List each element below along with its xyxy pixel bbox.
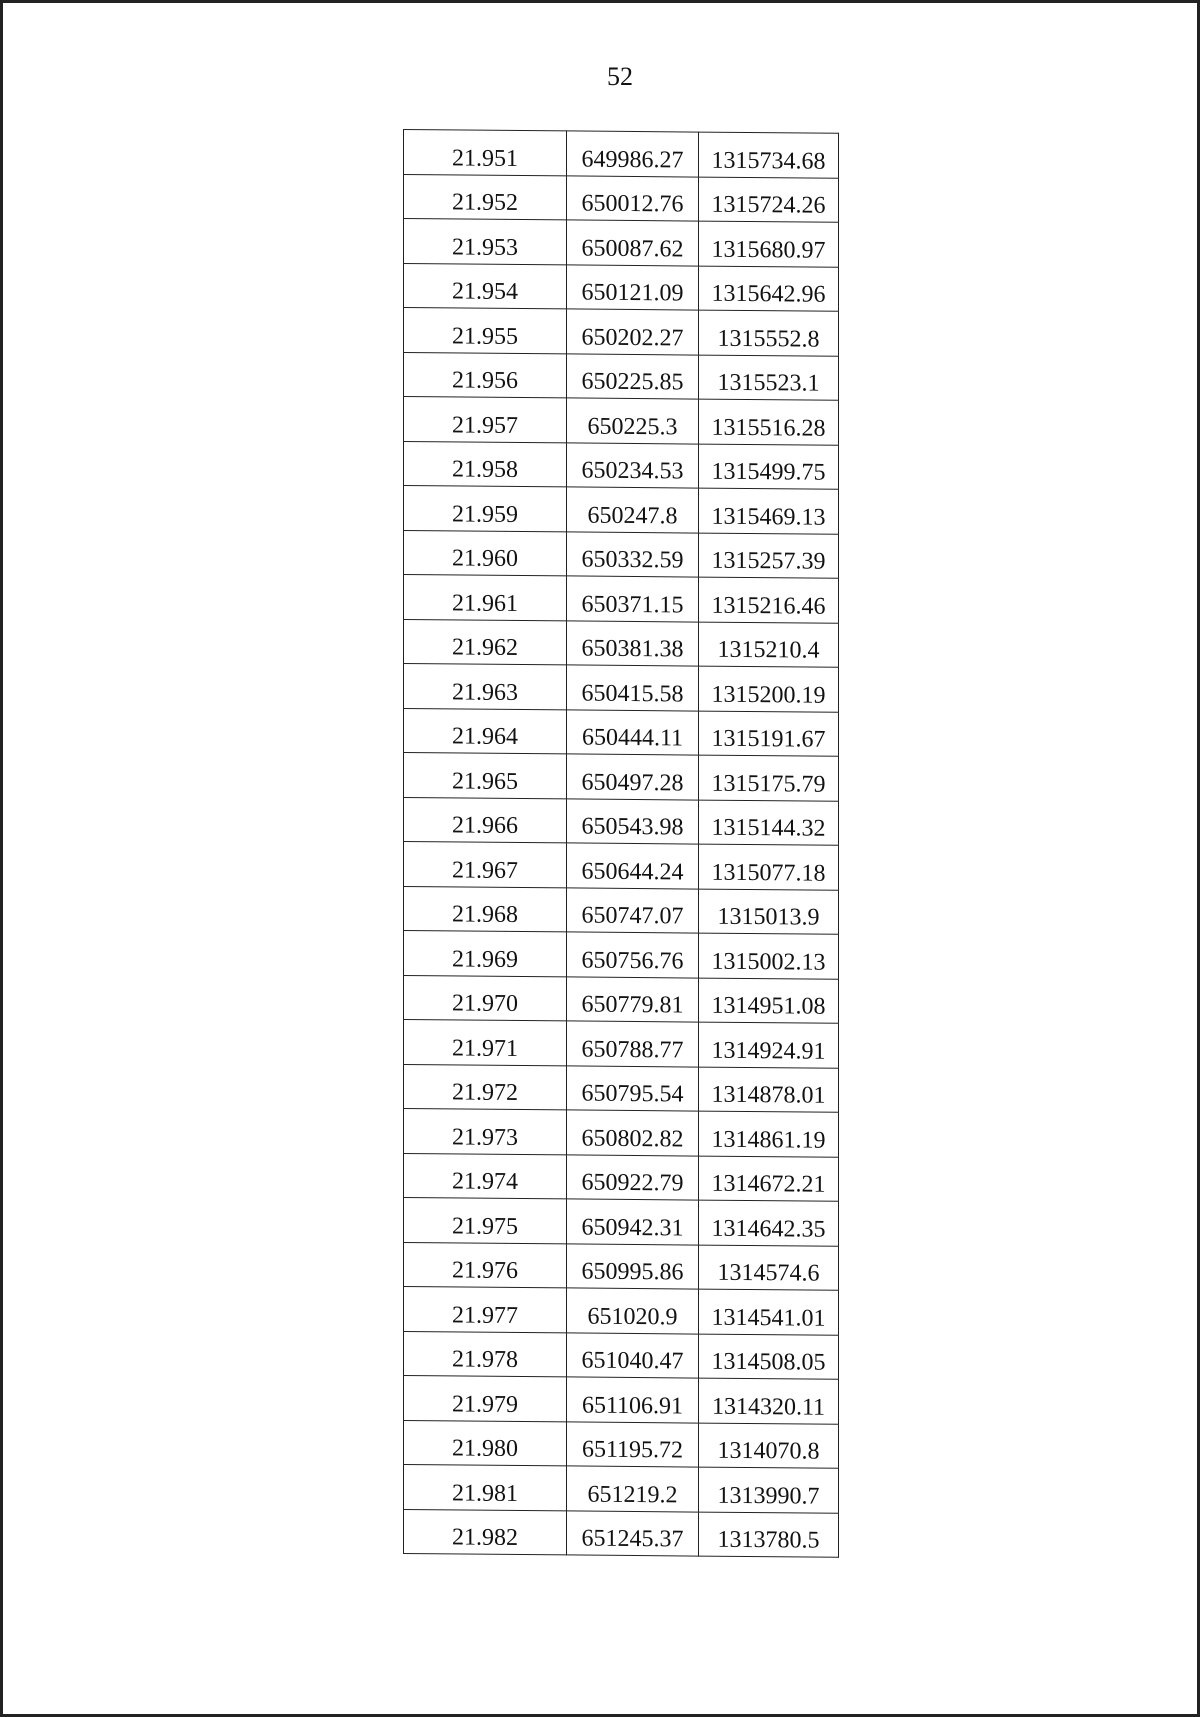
- page-number: 52: [607, 62, 633, 91]
- x-coordinate-cell: 651106.91: [567, 1377, 699, 1423]
- point-id-cell: 21.963: [404, 664, 567, 710]
- table-row: [404, 486, 839, 534]
- table-row: [404, 664, 839, 712]
- point-id-cell: 21.964: [404, 708, 567, 754]
- point-id-cell: 21.955: [404, 308, 567, 354]
- table-row: [404, 219, 839, 267]
- table-row: [404, 797, 839, 845]
- y-coordinate-cell: 1315210.4: [699, 622, 839, 668]
- table-row: [404, 1287, 839, 1335]
- point-id-cell: 21.962: [404, 619, 567, 665]
- point-id-cell: 21.951: [404, 130, 567, 176]
- y-coordinate-cell: 1315216.46: [699, 577, 839, 623]
- table-row: [404, 1153, 839, 1201]
- point-id-cell: 21.982: [404, 1509, 567, 1555]
- table-row: [404, 842, 839, 890]
- y-coordinate-cell: 1314541.01: [699, 1289, 839, 1335]
- point-id-cell: 21.958: [404, 441, 567, 487]
- point-id-cell: 21.969: [404, 931, 567, 977]
- table-row: [404, 1198, 839, 1246]
- y-coordinate-cell: 1315002.13: [699, 933, 839, 979]
- table-row: [404, 619, 839, 667]
- x-coordinate-cell: 649986.27: [567, 131, 699, 177]
- y-coordinate-cell: 1315257.39: [699, 533, 839, 579]
- table-row: [404, 1420, 839, 1468]
- point-id-cell: 21.978: [404, 1331, 567, 1377]
- point-id-cell: 21.953: [404, 219, 567, 265]
- y-coordinate-cell: 1314508.05: [699, 1334, 839, 1380]
- x-coordinate-cell: 650644.24: [567, 843, 699, 889]
- point-id-cell: 21.959: [404, 486, 567, 532]
- table-row: [404, 1376, 839, 1424]
- y-coordinate-cell: 1315077.18: [699, 844, 839, 890]
- y-coordinate-cell: 1314861.19: [699, 1111, 839, 1157]
- y-coordinate-cell: 1314070.8: [699, 1423, 839, 1469]
- point-id-cell: 21.980: [404, 1420, 567, 1466]
- x-coordinate-cell: 651040.47: [567, 1332, 699, 1378]
- point-id-cell: 21.957: [404, 397, 567, 443]
- y-coordinate-cell: 1313990.7: [699, 1467, 839, 1513]
- y-coordinate-cell: 1315552.8: [699, 310, 839, 356]
- x-coordinate-cell: 650922.79: [567, 1154, 699, 1200]
- x-coordinate-cell: 650381.38: [567, 620, 699, 666]
- x-coordinate-cell: 650371.15: [567, 576, 699, 622]
- point-id-cell: 21.965: [404, 753, 567, 799]
- point-id-cell: 21.968: [404, 886, 567, 932]
- x-coordinate-cell: 650202.27: [567, 309, 699, 355]
- x-coordinate-cell: 650234.53: [567, 442, 699, 488]
- x-coordinate-cell: 650121.09: [567, 264, 699, 310]
- point-id-cell: 21.981: [404, 1465, 567, 1511]
- table-row: [404, 1242, 839, 1290]
- point-id-cell: 21.971: [404, 1020, 567, 1066]
- point-id-cell: 21.960: [404, 530, 567, 576]
- x-coordinate-cell: 651245.37: [567, 1510, 699, 1556]
- point-id-cell: 21.970: [404, 975, 567, 1021]
- x-coordinate-cell: 650087.62: [567, 220, 699, 266]
- x-coordinate-cell: 650225.85: [567, 353, 699, 399]
- x-coordinate-cell: 651195.72: [567, 1421, 699, 1467]
- table-row: [404, 1109, 839, 1157]
- point-id-cell: 21.952: [404, 174, 567, 220]
- table-row: [404, 352, 839, 400]
- x-coordinate-cell: 650332.59: [567, 531, 699, 577]
- y-coordinate-cell: 1314924.91: [699, 1022, 839, 1068]
- page-border-top: [0, 0, 1200, 3]
- y-coordinate-cell: 1315734.68: [699, 132, 839, 178]
- table-row: [404, 575, 839, 623]
- x-coordinate-cell: 650942.31: [567, 1199, 699, 1245]
- point-id-cell: 21.977: [404, 1287, 567, 1333]
- table-row: [404, 1020, 839, 1068]
- x-coordinate-cell: 650779.81: [567, 976, 699, 1022]
- point-id-cell: 21.954: [404, 263, 567, 309]
- x-coordinate-cell: 650012.76: [567, 175, 699, 221]
- table-row: [404, 753, 839, 801]
- point-id-cell: 21.975: [404, 1198, 567, 1244]
- point-id-cell: 21.973: [404, 1109, 567, 1155]
- y-coordinate-cell: 1315175.79: [699, 755, 839, 801]
- point-id-cell: 21.976: [404, 1242, 567, 1288]
- y-coordinate-cell: 1314320.11: [699, 1378, 839, 1424]
- table-row: [404, 1064, 839, 1112]
- table-row: [404, 263, 839, 311]
- table-row: [404, 308, 839, 356]
- x-coordinate-cell: 650247.8: [567, 487, 699, 533]
- table-row: [404, 1509, 839, 1557]
- y-coordinate-cell: 1315680.97: [699, 221, 839, 267]
- y-coordinate-cell: 1315642.96: [699, 266, 839, 312]
- point-id-cell: 21.961: [404, 575, 567, 621]
- x-coordinate-cell: 650756.76: [567, 932, 699, 978]
- y-coordinate-cell: 1315469.13: [699, 488, 839, 534]
- coordinate-table: [403, 129, 839, 1558]
- y-coordinate-cell: 1315724.26: [699, 177, 839, 223]
- table-row: [404, 931, 839, 979]
- x-coordinate-cell: 650747.07: [567, 887, 699, 933]
- x-coordinate-cell: 650543.98: [567, 798, 699, 844]
- y-coordinate-cell: 1313780.5: [699, 1512, 839, 1558]
- table-row: [404, 1331, 839, 1379]
- point-id-cell: 21.979: [404, 1376, 567, 1422]
- point-id-cell: 21.972: [404, 1064, 567, 1110]
- y-coordinate-cell: 1315191.67: [699, 711, 839, 757]
- y-coordinate-cell: 1315523.1: [699, 355, 839, 401]
- table-row: [404, 530, 839, 578]
- page-border-left: [0, 0, 3, 1717]
- y-coordinate-cell: 1315499.75: [699, 444, 839, 490]
- y-coordinate-cell: 1315013.9: [699, 889, 839, 935]
- x-coordinate-cell: 650415.58: [567, 665, 699, 711]
- x-coordinate-cell: 650795.54: [567, 1065, 699, 1111]
- x-coordinate-cell: 651020.9: [567, 1288, 699, 1334]
- x-coordinate-cell: 650497.28: [567, 754, 699, 800]
- y-coordinate-cell: 1314878.01: [699, 1067, 839, 1113]
- point-id-cell: 21.967: [404, 842, 567, 888]
- y-coordinate-cell: 1314642.35: [699, 1200, 839, 1246]
- table-row: [404, 708, 839, 756]
- table-row: [404, 441, 839, 489]
- y-coordinate-cell: 1315144.32: [699, 800, 839, 846]
- x-coordinate-cell: 650802.82: [567, 1110, 699, 1156]
- y-coordinate-cell: 1314672.21: [699, 1156, 839, 1202]
- table-row: [404, 174, 839, 222]
- table-row: [404, 975, 839, 1023]
- x-coordinate-cell: 650788.77: [567, 1021, 699, 1067]
- table-row: [404, 130, 839, 178]
- y-coordinate-cell: 1314574.6: [699, 1245, 839, 1291]
- table-row: [404, 397, 839, 445]
- y-coordinate-cell: 1314951.08: [699, 978, 839, 1024]
- point-id-cell: 21.974: [404, 1153, 567, 1199]
- x-coordinate-cell: 650995.86: [567, 1243, 699, 1289]
- point-id-cell: 21.966: [404, 797, 567, 843]
- x-coordinate-cell: 651219.2: [567, 1466, 699, 1512]
- table-row: [404, 886, 839, 934]
- y-coordinate-cell: 1315200.19: [699, 666, 839, 712]
- x-coordinate-cell: 650444.11: [567, 709, 699, 755]
- y-coordinate-cell: 1315516.28: [699, 399, 839, 445]
- table-row: [404, 1465, 839, 1513]
- point-id-cell: 21.956: [404, 352, 567, 398]
- x-coordinate-cell: 650225.3: [567, 398, 699, 444]
- coordinate-table-body: [404, 130, 839, 1558]
